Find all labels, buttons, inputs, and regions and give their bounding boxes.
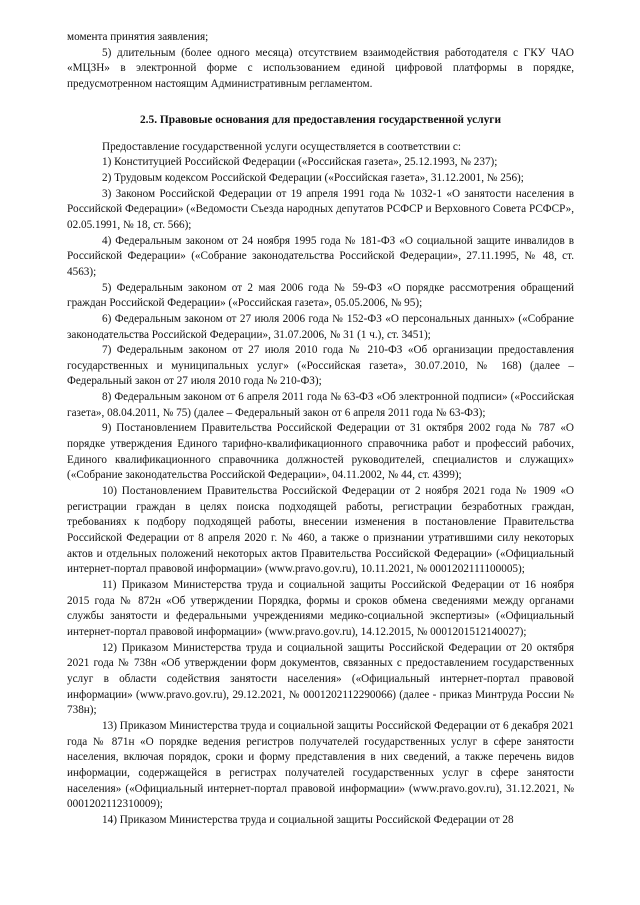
- list-item: 12) Приказом Министерства труда и социальной защиты Российской Федерации от 20 октября 2021 года № 738н «Об утверждении форм документов, связанных с предоставлением государственных услуг в области содействия занятости населения» («Официальный интернет-портал правовой информации» (www.pravo.gov.ru), 29.12.2021, № 0001202112290066) (далее - приказ Минтруда России № 738н);: [67, 641, 574, 717]
- list-item: 7) Федеральным законом от 27 июля 2010 года № 210-ФЗ «Об организации предоставления государственных и муниципальных услуг» («Российская газета», 30.07.2010, № 168) (далее – Федеральный закон от 27 июля 2010 года № 210-ФЗ);: [67, 344, 574, 388]
- list-item: 5) Федеральным законом от 2 мая 2006 года № 59-ФЗ «О порядке рассмотрения обращений граждан Российской Федерации» («Российская газета», 05.05.2006, № 95);: [67, 281, 574, 310]
- list-item: 1) Конституцией Российской Федерации («Российская газета», 25.12.1993, № 237);: [102, 156, 498, 169]
- list-item: 11) Приказом Министерства труда и социальной защиты Российской Федерации от 16 ноября 2015 года № 872н «Об утверждении Порядка, формы и сроков обмена сведениями между органами службы занятости и федеральными учреждениями медико-социальной экспертизы» («Официальный интернет-портал правовой информации» (www.pravo.gov.ru), 14.12.2015, № 0001201512140027);: [67, 579, 574, 638]
- list-item: 10) Постановлением Правительства Российской Федерации от 2 ноября 2021 года № 1909 «О регистрации граждан в целях поиска подходящей работы, регистрации безработных граждан, требованиях к подбору подходящей работы, внесении изменения в постановление Правительства Российской Федерации от 8 апреля 2020 г. № 460, а также о признании утратившими силу некоторых актов и отдельных положений некоторых актов Правительства Российской Федерации» («Официальный интернет-портал правовой информации» (www.pravo.gov.ru), 10.11.2021, № 0001202111100005);: [67, 485, 574, 576]
- list-item: 13) Приказом Министерства труда и социальной защиты Российской Федерации от 6 декабря 2021 года № 871н «О порядке ведения регистров получателей государственных услуг в сфере занятости населения, включая порядок, сроки и форму представления в них сведений, а также перечень видов информации, содержащейся в регистрах получателей государственных услуг в сфере занятости населения» («Официальный интернет-портал правовой информации» (www.pravo.gov.ru), 31.12.2021, № 0001202112310009);: [67, 719, 574, 811]
- list-item: 14) Приказом Министерства труда и социальной защиты Российской Федерации от 28: [102, 813, 514, 826]
- list-item: 3) Законом Российской Федерации от 19 апреля 1991 года № 1032-1 «О занятости населения в Российской Федерации» («Ведомости Съезда народных депутатов РСФСР и Верховного Совета РСФСР», 02.05.1991, № 18, ст. 566);: [67, 187, 574, 231]
- list-item: 8) Федеральным законом от 6 апреля 2011 года № 63-ФЗ «Об электронной подписи» («Российская газета», 08.04.2011, № 75) (далее – Федеральный закон от 6 апреля 2011 года № 63-ФЗ);: [67, 391, 574, 419]
- list-item: 2) Трудовым кодексом Российской Федерации («Российская газета», 31.12.2001, № 256);: [102, 171, 524, 184]
- continuation-text: момента принятия заявления;: [67, 31, 209, 43]
- section-heading: 2.5. Правовые основания для предоставления государственной услуги: [139, 113, 502, 126]
- list-item: 6) Федеральным законом от 27 июля 2006 года № 152-ФЗ «О персональных данных» («Собрание законодательства Российской Федерации», 31.07.2006, № 31 (1 ч.), ст. 3451);: [67, 312, 574, 341]
- list-item: 4) Федеральным законом от 24 ноября 1995 года № 181-ФЗ «О социальной защите инвалидов в Российской Федерации» («Собрание законодательства Российской Федерации», 27.11.1995, № 48, ст. 4563);: [67, 234, 574, 278]
- paragraph-item-5: 5) длительным (более одного месяца) отсутствием взаимодействия работодателя с ГКУ ЧАО «МЦЗН» в электронной форме с использованием единой цифровой платформы в порядке, предусмотренном настоящим Административным регламентом.: [67, 46, 574, 90]
- list-item: 9) Постановлением Правительства Российской Федерации от 31 октября 2002 года № 787 «О порядке утверждения Единого тарифно-квалификационного справочника работ и профессий рабочих, Единого квалификационного справочника должностей руководителей, специалистов и служащих» («Собрание законодательства Российской Федерации», 04.11.2002, № 44, ст. 4399);: [67, 422, 574, 482]
- section-intro: Предоставление государственной услуги осуществляется в соответствии с:: [102, 140, 461, 153]
